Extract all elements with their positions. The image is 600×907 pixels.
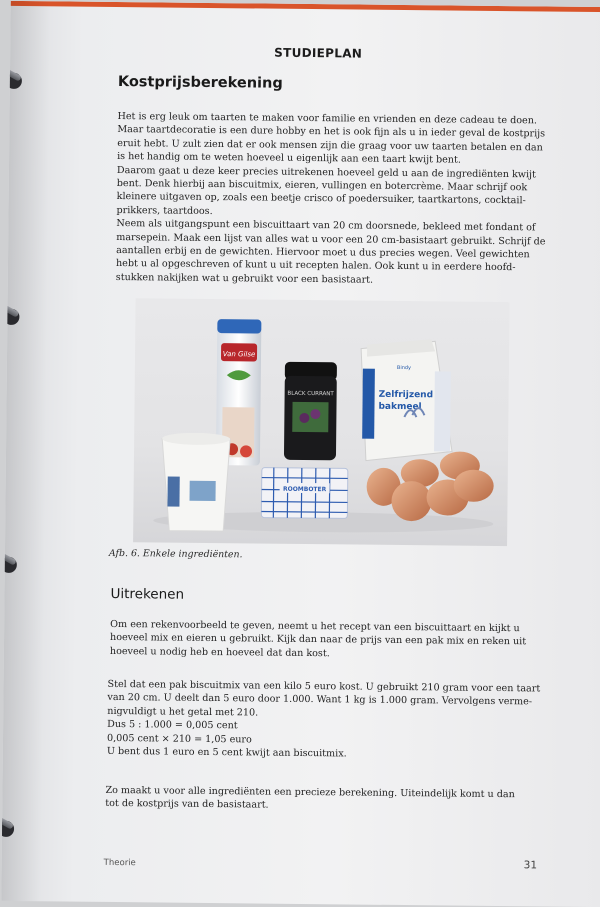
jar-label: BLACK CURRANT (287, 390, 334, 398)
text-line: van 20 cm. U deelt dan 5 euro door 1.000. Want 1 kg is 1.000 gram. Vervolgens verme- (107, 692, 533, 708)
text-line: Om een rekenvoorbeeld te geven, neemt u het recept van een biscuittaart en kijkt u (110, 618, 520, 635)
text-line: eruit hebt. U zult zien dat er ook mensen zijn die graag voor uw taarten betalen en dan (117, 137, 543, 154)
text-line: bent. Denk hierbij aan biscuitmix, eieren, vullingen en botercrème. Maar schrijf ook (116, 178, 528, 194)
jam-jar (284, 362, 337, 461)
butter-block (261, 468, 348, 519)
example-intro-paragraph (110, 618, 526, 663)
text-line: Maar taartdecoratie is een dure hobby en het is ook fijn als u in ieder geval de kostprijs (117, 124, 546, 140)
logo-text: STUDIEPLAN (274, 45, 363, 61)
flour-brand-label: Bindy (396, 364, 412, 372)
text-line: tot de kostprijs van de basistaart. (105, 798, 269, 812)
footer-section-label: Theorie (103, 857, 136, 869)
flour-label-line1: Zelfrijzend (378, 389, 434, 401)
text-line: hebt u al opgeschreven of kunt u uit recepten halen. Ook kunt u in eerdere hoofd- (115, 258, 516, 274)
text-line: kleinere uitgaven op, zoals een beetje crisco of poedersuiker, taartkartons, cocktail- (116, 191, 526, 207)
text-line: Neem als uitgangspunt een biscuittaart van 20 cm doorsnede, bekleed met fondant of (116, 218, 536, 234)
text-line: prikkers, taartdoos. (116, 204, 213, 217)
text-line: is het handig om te weten hoeveel u eigenlijk aan een taart kwijt bent. (117, 151, 461, 166)
text-line: hoeveel mix en eieren u gebruikt. Kijk dan naar de prijs van een pak mix en reken uit (110, 632, 527, 648)
page-top-edge (11, 1, 600, 12)
eggs (366, 451, 494, 522)
ingredients-illustration (133, 298, 510, 546)
yoghurt-tub (161, 432, 230, 531)
conclusion-paragraph (105, 784, 515, 815)
text-line: marsepein. Maak een lijst van alles wat u voor een 20 cm-basistaart gebruikt. Schrijf de (116, 231, 546, 248)
binding-shadow (1, 1, 50, 901)
text-line: Dus 5 : 1.000 = 0,005 cent (107, 719, 238, 732)
text-line: hoeveel u nodig heb en hoeveel dat dan kost. (109, 645, 330, 660)
flour-bag (360, 339, 453, 462)
ingredients-photo (133, 298, 510, 546)
text-line: nigvuldigt u het getal met 210. (107, 705, 259, 719)
text-line: 0,005 cent × 210 = 1,05 euro (106, 732, 252, 746)
text-line: Het is erg leuk om taarten te maken voor familie en vrienden en deze cadeau te doen. (117, 111, 538, 127)
salt-label: Van Gilse (222, 350, 256, 359)
studieplan-logo (268, 42, 368, 65)
page-number: 31 (523, 859, 538, 872)
butter-label: ROOMBOTER (282, 485, 327, 494)
calculation-paragraph (107, 678, 541, 763)
section-title-kostprijsberekening: Kostprijsberekening (117, 74, 283, 92)
text-line: Stel dat een pak biscuitmix van een kilo 5 euro kost. U gebruikt 210 gram voor een taart (107, 678, 541, 695)
section-title-uitrekenen: Uitrekenen (110, 585, 185, 603)
text-line: aantallen erbij en de gewichten. Hiervoor moet u dus precies wegen. Veel gewichten (116, 245, 530, 261)
text-line: Zo maakt u voor alle ingrediënten een precieze berekening. Uiteindelijk komt u dan (105, 784, 515, 801)
text-line: stukken nakijken wat u gebruikt voor een basistaart. (115, 271, 374, 286)
figure-caption: Afb. 6. Enkele ingrediënten. (108, 547, 243, 561)
intro-paragraph (116, 110, 547, 289)
text-line: Daarom gaat u deze keer precies uitrekenen hoeveel geld u aan de ingrediënten kwijt (116, 164, 536, 181)
document-page (1, 1, 600, 907)
text-line: U bent dus 1 euro en 5 cent kwijt aan biscuitmix. (106, 745, 347, 760)
flour-label-line2: bakmeel (378, 401, 422, 413)
